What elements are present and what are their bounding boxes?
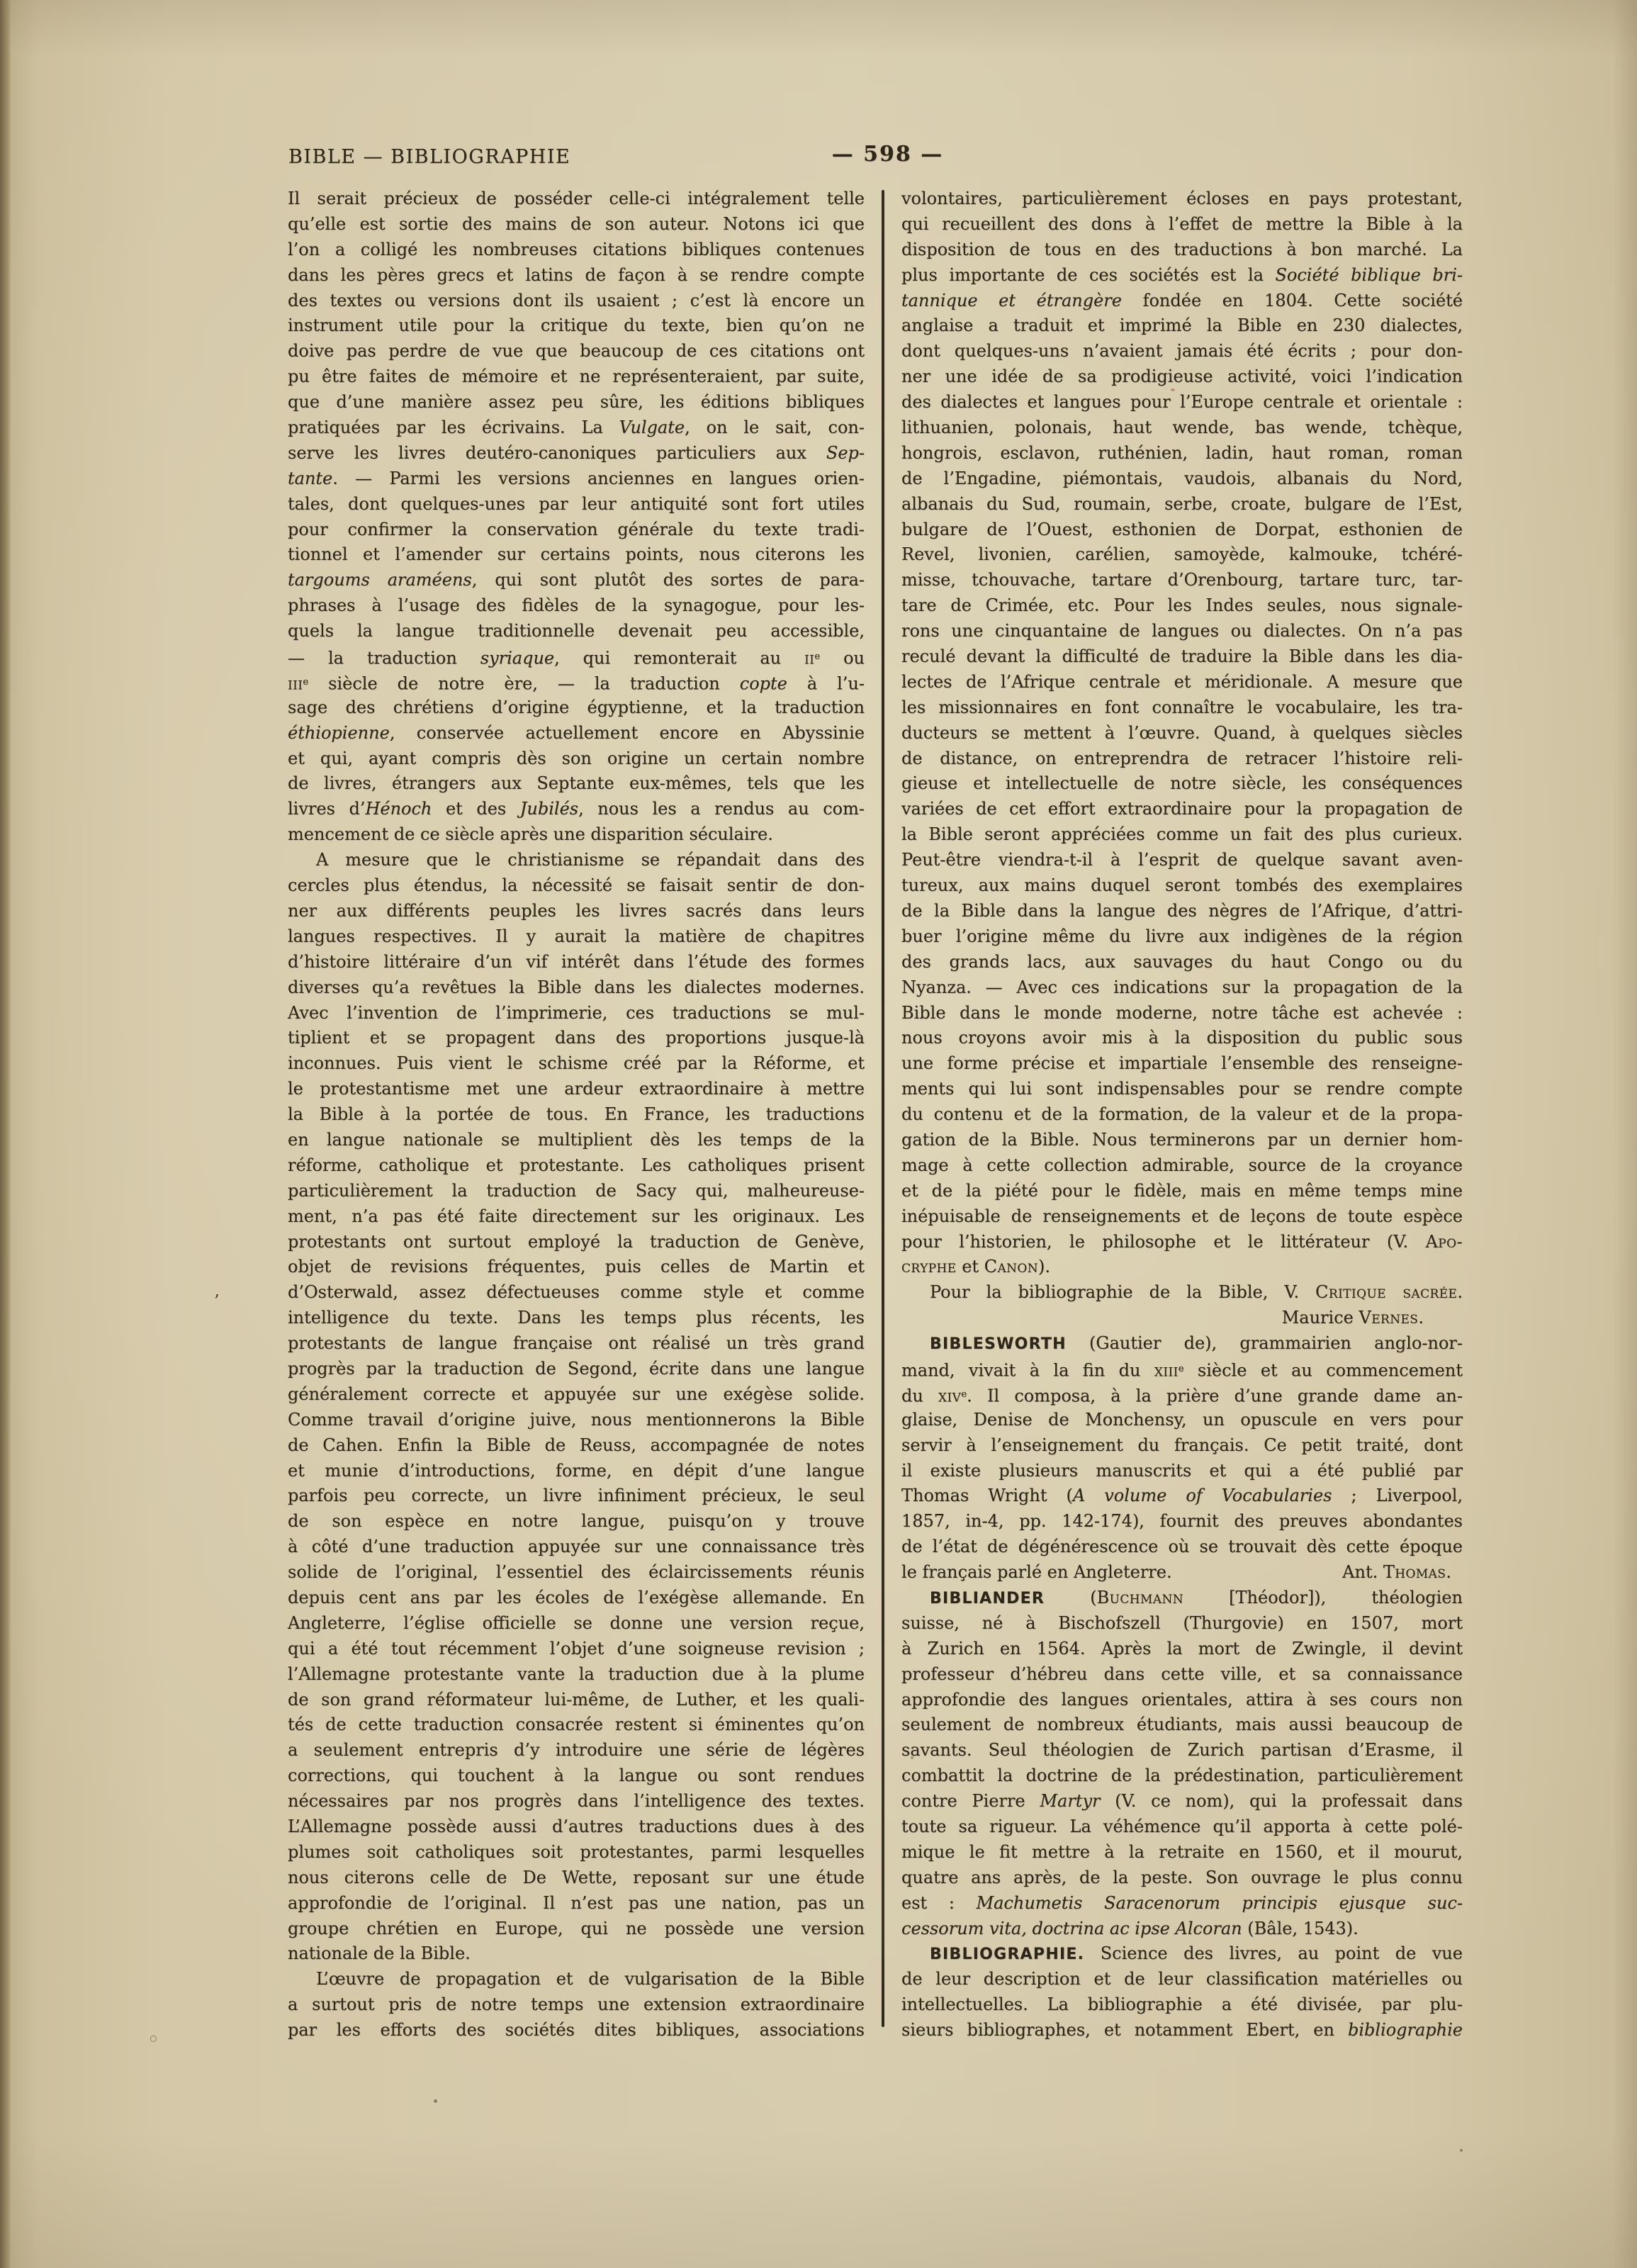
text-line: — la traduction syriaque, qui remonterait au $ii^e$ ou: [288, 648, 865, 668]
text-line: qui recueillent des dons à l’effet de mettre la Bible à la: [901, 213, 1463, 234]
text-line: Bible dans le monde moderne, notre tâche est achevée :: [901, 1002, 1463, 1023]
paper-left-edge: [0, 0, 11, 2268]
text-line: groupe chrétien en Europe, qui ne possède une version: [288, 1918, 865, 1938]
text-line: tiplient et se propagent dans des proportions jusque-là: [288, 1028, 865, 1048]
text-line: serve les livres deutéro-canoniques particuliers aux Sep-: [288, 442, 865, 463]
text-line: d’Osterwald, assez défectueuses comme style et comme: [288, 1282, 865, 1303]
text-line: approfondie de l’original. Il n’est pas une nation, pas un: [288, 1892, 865, 1913]
text-line: a surtout pris de notre temps une extension extraordinaire: [288, 1994, 865, 2015]
text-line: une forme précise et impartiale l’ensemble des renseigne-: [901, 1053, 1463, 1074]
text-line: gation de la Bible. Nous terminerons par un dernier hom-: [901, 1129, 1463, 1150]
text-line: de la Bible dans la langue des nègres de l’Afrique, d’attri-: [901, 900, 1463, 921]
text-line: L’Allemagne possède aussi d’autres traductions dues à des: [288, 1817, 865, 1836]
text-line: Angleterre, l’église officielle se donne une version reçue,: [288, 1612, 865, 1633]
text-line: de livres, étrangers aux Septante eux-mêmes, tels que les: [288, 773, 865, 794]
text-line: contre Pierre Martyr (V. ce nom), qui la professait dans: [901, 1791, 1463, 1812]
text-line: protestants ont surtout employé la traduction de Genève,: [288, 1231, 865, 1252]
text-line: seulement de nombreux étudiants, mais aussi beaucoup de: [901, 1714, 1463, 1735]
text-line: de son grand réformateur lui-même, de Luther, et les quali-: [288, 1689, 865, 1710]
text-line: glaise, Denise de Monchensy, un opuscule en vers pour: [901, 1409, 1463, 1430]
text-line: ducteurs se mettent à l’œuvre. Quand, à quelques siècles: [901, 722, 1463, 743]
text-line: le protestantisme met une ardeur extraordinaire à mettre: [288, 1079, 865, 1099]
text-line: A mesure que le christianisme se répandait dans des: [316, 850, 865, 870]
text-line: Peut-être viendra-t-il à l’esprit de quelque savant aven-: [901, 850, 1463, 870]
text-line: pu être faites de mémoire et ne représenteraient, par suite,: [288, 366, 865, 387]
text-line: sieurs bibliographes, et notamment Ebert, en bibliographie: [901, 2020, 1463, 2040]
text-line: iii$^e$ siècle de notre ère, — la traduction copte à l’u-: [288, 673, 865, 694]
text-line: servir à l’enseignement du français. Ce petit traité, dont: [901, 1435, 1463, 1455]
text-line: la Bible seront appréciées comme un fait des plus curieux.: [901, 824, 1463, 845]
text-line: tales, dont quelques-unes par leur antiquité sont fort utiles: [288, 493, 865, 514]
text-line: est : Machumetis Saracenorum principis ejusque suc-: [901, 1892, 1463, 1913]
text-line: Revel, livonien, carélien, samoyède, kalmouke, tchéré-: [901, 544, 1463, 565]
text-line: 1857, in-4, pp. 142-174), fournit des preuves abondantes: [901, 1511, 1463, 1532]
text-line: inconnues. Puis vient le schisme créé par la Réforme, et: [288, 1053, 865, 1074]
text-line: gieuse et intellectuelle de notre siècle, les conséquences: [901, 773, 1463, 794]
text-line: des grands lacs, aux sauvages du haut Congo ou du: [901, 951, 1463, 972]
text-line: la Bible à la portée de tous. En France, les traductions: [288, 1104, 865, 1125]
text-line: qu’elle est sortie des mains de son auteur. Notons ici que: [288, 213, 865, 234]
text-line: tare de Crimée, etc. Pour les Indes seules, nous signale-: [901, 595, 1463, 616]
text-line: dans les pères grecs et latins de façon à se rendre compte: [288, 264, 865, 285]
text-line: tante. — Parmi les versions anciennes en langues orien-: [288, 468, 865, 488]
text-line: de distance, on entreprendra de retracer l’histoire reli-: [901, 748, 1463, 768]
text-column-right: [901, 186, 1463, 2043]
text-line: de l’état de dégénérescence où se trouvait dès cette époque: [901, 1537, 1463, 1557]
text-line: ments qui lui sont indispensables pour se rendre compte: [901, 1079, 1463, 1099]
text-line: anglaise a traduit et imprimé la Bible en 230 dialectes,: [901, 315, 1463, 336]
text-line: pour confirmer la conservation générale du texte tradi-: [288, 519, 865, 539]
text-line: intellectuelles. La bibliographie a été divisée, par plu-: [901, 1994, 1463, 2015]
text-line: ner aux différents peuples les livres sacrés dans leurs: [288, 900, 865, 921]
text-line: doive pas perdre de vue que beaucoup de ces citations ont: [288, 341, 865, 361]
text-line: il existe plusieurs manuscrits et qui a été publié par: [901, 1460, 1463, 1481]
text-line: de Cahen. Enfin la Bible de Reuss, accompagnée de notes: [288, 1435, 865, 1455]
text-line: de son espèce en notre langue, puisqu’on y trouve: [288, 1511, 865, 1532]
page-header: [0, 142, 1637, 173]
text-line: depuis cent ans par les écoles de l’exégèse allemande. En: [288, 1587, 865, 1607]
text-line: savants. Seul théologien de Zurich partisan d’Erasme, il: [901, 1740, 1463, 1761]
text-line: BIBLIANDER (Buchmann [Théodor]), théologien: [930, 1587, 1463, 1607]
text-line: des dialectes et langues pour l’Europe centrale et orientale :: [901, 392, 1463, 412]
text-line: progrès par la traduction de Segond, écrite dans une langue: [288, 1358, 865, 1379]
text-line: rons une cinquantaine de langues ou dialectes. On n’a pas: [901, 621, 1463, 641]
text-line: cryphe et Canon).: [901, 1257, 1051, 1277]
text-line: cercles plus étendus, la nécessité se faisait sentir de don-: [288, 875, 865, 896]
text-line: nous citerons celle de De Wette, reposant sur une étude: [288, 1867, 865, 1887]
text-line: bulgare de l’Ouest, esthonien de Dorpat, esthonien de: [901, 519, 1463, 539]
text-line: plumes soit catholiques soit protestantes, parmi lesquelles: [288, 1841, 865, 1862]
text-line: que d’une manière assez peu sûre, les éditions bibliques: [288, 392, 865, 412]
text-line: targoums araméens, qui sont plutôt des sortes de para-: [288, 570, 865, 590]
text-line: mage à cette collection admirable, source de la croyance: [901, 1155, 1463, 1175]
text-line: solide de l’original, l’essentiel des éclaircissements réunis: [288, 1562, 865, 1583]
text-line: disposition de tous en des traductions à bon marché. La: [901, 239, 1463, 259]
text-line: le français parlé en Angleterre. Ant. Thomas.: [901, 1562, 1451, 1583]
text-line: du contenu et de la formation, de la valeur et de la propa-: [901, 1104, 1463, 1125]
page-number: — 598 —: [831, 142, 944, 167]
text-line: de leur description et de leur classification matérielles ou: [901, 1969, 1463, 1989]
text-line: généralement correcte et appuyée sur une exégèse solide.: [288, 1383, 865, 1404]
text-line: par les efforts des sociétés dites bibliques, associations: [288, 2020, 865, 2040]
text-line: L’œuvre de propagation et de vulgarisation de la Bible: [316, 1969, 865, 1989]
text-line: protestants de langue française ont réalisé un très grand: [288, 1333, 865, 1354]
text-line: BIBLESWORTH (Gautier de), grammairien anglo-nor-: [930, 1333, 1463, 1354]
text-line: des textes ou versions dont ils usaient ; c’est là encore un: [288, 290, 865, 310]
text-line: mencement de ce siècle après une disparition séculaire.: [288, 824, 773, 845]
paper-speck: [434, 2099, 437, 2103]
running-title: BIBLE — BIBLIOGRAPHIE: [288, 146, 571, 168]
text-line: ment, n’a pas été faite directement sur les originaux. Les: [288, 1206, 865, 1226]
text-line: l’Allemagne protestante vante la traduction due à la plume: [288, 1663, 865, 1684]
text-line: volontaires, particulièrement écloses en pays protestant,: [901, 189, 1463, 208]
text-line: réforme, catholique et protestante. Les catholiques prisent: [288, 1155, 865, 1175]
margin-ink-mark: ’: [214, 1291, 220, 1311]
text-line: qui a été tout récemment l’objet d’une soigneuse revision ;: [288, 1638, 865, 1658]
text-line: cessorum vita, doctrina ac ipse Alcoran (Bâle, 1543).: [901, 1918, 1358, 1938]
text-line: instrument utile pour la critique du texte, bien qu’on ne: [288, 315, 865, 336]
text-line: nécessaires par nos progrès dans l’intelligence des textes.: [288, 1791, 865, 1812]
text-line: parfois peu correcte, un livre infiniment précieux, le seul: [288, 1486, 865, 1506]
text-line: diverses qu’a revêtues la Bible dans les dialectes modernes.: [288, 977, 865, 997]
text-line: quels la langue traditionnelle devenait peu accessible,: [288, 621, 865, 641]
text-line: variées de cet effort extraordinaire pour la propagation de: [901, 799, 1463, 819]
text-line: particulièrement la traduction de Sacy qui, malheureuse-: [288, 1180, 865, 1201]
text-line: tureux, aux mains duquel seront tombés des exemplaires: [901, 875, 1463, 896]
text-line: Thomas Wright (A volume of Vocabularies ; Liverpool,: [901, 1486, 1463, 1506]
text-line: à Zurich en 1564. Après la mort de Zwingle, il devint: [901, 1638, 1463, 1658]
text-column-left: [288, 186, 865, 2043]
text-line: et qui, ayant compris dès son origine un certain nombre: [288, 748, 865, 768]
text-line: ner une idée de sa prodigieuse activité, voici l’indication: [901, 366, 1463, 387]
text-line: tannique et étrangère fondée en 1804. Cette société: [901, 290, 1463, 310]
text-line: approfondie des langues orientales, attira à ses cours non: [901, 1689, 1463, 1710]
text-line: d’histoire littéraire d’un vif intérêt dans l’étude des formes: [288, 951, 865, 972]
text-line: les missionnaires en font connaître le vocabulaire, les tra-: [901, 697, 1463, 717]
text-line: phrases à l’usage des fidèles de la synagogue, pour les-: [288, 595, 865, 616]
text-line: tés de cette traduction consacrée restent si éminentes qu’on: [288, 1714, 865, 1735]
text-line: Comme travail d’origine juive, nous mentionnerons la Bible: [288, 1409, 865, 1430]
text-line: et de la piété pour le fidèle, mais en même temps mine: [901, 1180, 1463, 1201]
text-line: quatre ans après, de la peste. Son ouvrage le plus connu: [901, 1867, 1463, 1887]
column-divider-rule: [882, 190, 884, 2027]
text-line: corrections, qui touchent à la langue ou sont rendues: [288, 1765, 865, 1786]
text-line: reculé devant la difficulté de traduire la Bible dans les dia-: [901, 646, 1463, 667]
text-line: plus importante de ces sociétés est la Société biblique bri-: [901, 264, 1463, 285]
text-line: BIBLIOGRAPHIE. Science des livres, au point de vue: [930, 1943, 1463, 1964]
text-line: Pour la bibliographie de la Bible, V. Critique sacrée.: [930, 1282, 1463, 1303]
text-line: nous croyons avoir mis à la disposition du public sous: [901, 1028, 1463, 1048]
text-line: Il serait précieux de posséder celle-ci intégralement telle: [288, 189, 865, 208]
text-line: du xiv$^e$. Il composa, à la prière d’une grande dame an-: [901, 1386, 1463, 1406]
text-line: albanais du Sud, roumain, serbe, croate, bulgare de l’Est,: [901, 493, 1463, 514]
text-line: et munie d’introductions, forme, en dépit d’une langue: [288, 1460, 865, 1481]
text-line: mand, vivait à la fin du xiii$^e$ siècle et au commencement: [901, 1360, 1463, 1381]
text-line: professeur d’hébreu dans cette ville, et sa connaissance: [901, 1663, 1463, 1684]
text-line: suisse, né à Bischofszell (Thurgovie) en 1507, mort: [901, 1612, 1463, 1633]
text-line: misse, tchouvache, tartare d’Orenbourg, tartare turc, tar-: [901, 570, 1463, 590]
text-line: objet de revisions fréquentes, puis celles de Martin et: [288, 1257, 865, 1277]
text-line: mique le fit mettre à la retraite en 1560, et il mourut,: [901, 1841, 1463, 1862]
paper-speck: [1460, 2149, 1463, 2152]
text-line: livres d’Hénoch et des Jubilés, nous les a rendus au com-: [288, 799, 865, 819]
text-line: pratiquées par les écrivains. La Vulgate, on le sait, con-: [288, 417, 865, 438]
text-line: à côté d’une traduction appuyée sur une connaissance très: [288, 1537, 865, 1557]
text-line: sage des chrétiens d’origine égyptienne, et la traduction: [288, 697, 865, 717]
text-line: toute sa rigueur. La véhémence qu’il apporta à cette polé-: [901, 1817, 1463, 1836]
text-line: buer l’origine même du livre aux indigènes de la région: [901, 926, 1463, 946]
text-line: pour l’historien, le philosophe et le littérateur (V. Apo-: [901, 1231, 1463, 1252]
text-line: Avec l’invention de l’imprimerie, ces traductions se mul-: [288, 1002, 865, 1023]
text-line: Maurice Vernes.: [1281, 1308, 1424, 1328]
text-line: langues respectives. Il y aurait la matière de chapitres: [288, 926, 865, 946]
text-line: de l’Engadine, piémontais, vaudois, albanais du Nord,: [901, 468, 1463, 488]
text-line: lithuanien, polonais, haut wende, bas wende, tchèque,: [901, 417, 1463, 438]
text-line: intelligence du texte. Dans les temps plus récents, les: [288, 1308, 865, 1328]
text-line: inépuisable de renseignements et de leçons de toute espèce: [901, 1206, 1463, 1226]
text-line: éthiopienne, conservée actuellement encore en Abyssinie: [288, 722, 865, 743]
text-line: en langue nationale se multiplient dès les temps de la: [288, 1129, 865, 1150]
text-line: Nyanza. — Avec ces indications sur la propagation de la: [901, 977, 1463, 997]
paper-speck: [150, 2036, 157, 2042]
text-line: nationale de la Bible.: [288, 1943, 471, 1964]
text-line: combattit la doctrine de la prédestination, particulièrement: [901, 1765, 1463, 1786]
text-line: tionnel et l’amender sur certains points, nous citerons les: [288, 544, 865, 565]
text-line: hongrois, esclavon, ruthénien, ladin, haut roman, roman: [901, 442, 1463, 463]
text-line: a seulement entrepris d’y introduire une série de légères: [288, 1740, 865, 1761]
text-line: l’on a colligé les nombreuses citations bibliques contenues: [288, 239, 865, 259]
text-line: dont quelques-uns n’avaient jamais été écrits ; pour don-: [901, 341, 1463, 361]
text-line: lectes de l’Afrique centrale et méridionale. A mesure que: [901, 671, 1463, 692]
